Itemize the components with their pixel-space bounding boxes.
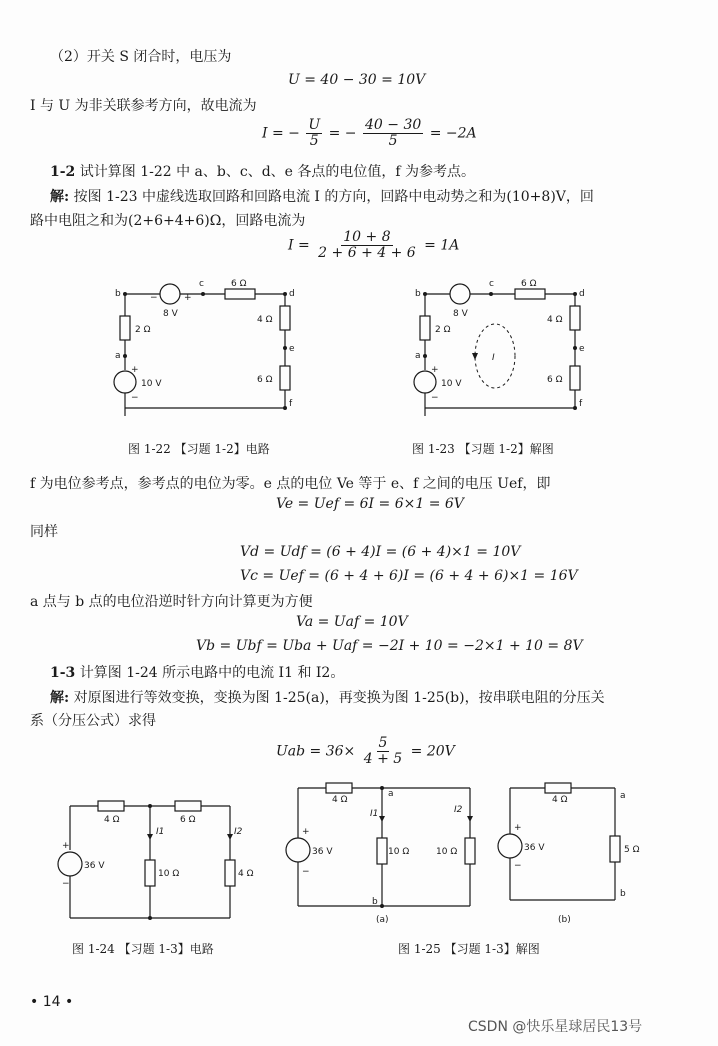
eq-uab-right: = 20V [410, 743, 455, 760]
problem-1-2-text: 试计算图 1-22 中 a、b、c、d、e 各点的电位值，f 为参考点。 [79, 164, 476, 180]
fig122-node-a: a [115, 351, 121, 361]
fig124-i1: I1 [156, 827, 165, 837]
fig122-node-b: b [115, 289, 121, 299]
eq2-right: = −2A [429, 125, 477, 142]
equation-vd: Vd = Udf = (6 + 4)I = (6 + 4)×1 = 10V [240, 544, 521, 560]
fig122-v8: 8 V [163, 309, 178, 319]
eq2-f1-num: U [308, 117, 321, 133]
equation-va: Va = Uaf = 10V [296, 614, 408, 630]
problem-1-3-label: 1-3 [50, 665, 76, 681]
eq2-f2-den: 5 [388, 133, 398, 149]
solution-1-2-line1 [50, 188, 594, 206]
fig123-node-f: f [579, 399, 583, 409]
figure-1-22-circuit [105, 276, 315, 416]
fig125b-r5: 5 Ω [624, 845, 640, 855]
eq3-num: 10 + 8 [343, 229, 391, 245]
fig125a-v36: 36 V [312, 847, 333, 857]
fig123-node-e: e [579, 344, 585, 354]
fig123-r6: 6 Ω [547, 375, 563, 385]
figure-1-24-circuit [60, 798, 270, 928]
solution-label-1-3: 解: [50, 690, 70, 706]
fig125a-i1: I1 [370, 809, 379, 819]
equation-uab [276, 736, 455, 767]
equation-u: U = 40 − 30 = 10V [288, 72, 426, 88]
eq2-f2-num: 40 − 30 [365, 117, 422, 133]
figure-1-25b-circuit [500, 780, 640, 930]
fig124-minus: − [62, 879, 70, 889]
eq2-f1-den: 5 [309, 133, 319, 149]
fig123-v8: 8 V [453, 309, 468, 319]
page-number: • 14 • [30, 994, 74, 1010]
fig122-r4: 4 Ω [257, 315, 273, 325]
fig124-r6: 6 Ω [180, 815, 196, 825]
eq2-mid: = − [328, 125, 357, 142]
fig123-node-b: b [415, 289, 421, 299]
figure-1-24-caption: 图 1-24 【习题 1-3】电路 [72, 942, 214, 956]
equation-vb: Vb = Ubf = Uba + Uaf = −2I + 10 = −2×1 + 10 = 8V [196, 638, 583, 654]
problem-1-2-label: 1-2 [50, 164, 76, 180]
fig125a-node-b: b [372, 897, 378, 907]
figure-1-22-caption: 图 1-22 【习题 1-2】电路 [128, 442, 270, 456]
figure-1-25-caption: 图 1-25 【习题 1-3】解图 [398, 942, 540, 956]
fig123-r2: 2 Ω [435, 325, 451, 335]
fig125b-node-b: b [620, 889, 626, 899]
fig125a-node-a: a [388, 789, 394, 799]
fig123-v10: 10 V [441, 379, 462, 389]
fig122-node-d: d [289, 289, 295, 299]
fig125b-v36: 36 V [524, 843, 545, 853]
fig123-v10-plus: + [431, 365, 439, 375]
text-likewise: 同样 [30, 524, 58, 540]
fig125a-r10: 10 Ω [388, 847, 410, 857]
eq-uab-den: 4 + 5 [363, 751, 403, 767]
fig125b-plus: + [514, 823, 522, 833]
fig124-r10: 10 Ω [158, 869, 180, 879]
solution-1-2-text1: 按图 1-23 中虚线选取回路和回路电流 I 的方向，回路中电动势之和为(10+8)V，回 [73, 189, 594, 205]
fig123-loop-current: I [492, 353, 495, 363]
solution-1-3-text1: 对原图进行等效变换，变换为图 1-25(a)，再变换为图 1-25(b)，按串联电阻的分压关 [73, 690, 605, 706]
fig124-r4-right: 4 Ω [238, 869, 254, 879]
fig122-v10: 10 V [141, 379, 162, 389]
fig122-node-c: c [199, 279, 204, 289]
eq-uab-left: Uab = 36× [276, 743, 356, 760]
fig122-v8-plus: + [184, 293, 192, 303]
csdn-watermark: CSDN @快乐星球居民13号 [468, 1019, 643, 1035]
fig124-v36: 36 V [84, 861, 105, 871]
solution-1-3-line2: 系（分压公式）求得 [30, 713, 156, 729]
solution-label: 解: [50, 189, 70, 205]
fig122-node-e: e [289, 344, 295, 354]
text-ab-counterclockwise: a 点与 b 点的电位沿逆时针方向计算更为方便 [30, 594, 313, 610]
fig123-v10-minus: − [431, 393, 439, 403]
equation-ve: Ve = Uef = 6I = 6×1 = 6V [276, 496, 464, 512]
solution-1-2-line2: 路中电阻之和为(2+6+4+6)Ω，回路电流为 [30, 213, 306, 229]
fig125a-plus: + [302, 827, 310, 837]
problem-1-3 [50, 664, 344, 682]
fig123-node-c: c [489, 279, 494, 289]
equation-loop-current [288, 230, 459, 261]
figure-1-23-caption: 图 1-23 【习题 1-2】解图 [412, 442, 554, 456]
figure-1-23-circuit [405, 276, 615, 416]
fig123-node-d: d [579, 289, 585, 299]
fig122-v10-plus: + [131, 365, 139, 375]
problem-1-2 [50, 163, 475, 181]
fig125a-i2: I2 [454, 805, 463, 815]
fig122-r6: 6 Ω [257, 375, 273, 385]
problem-1-3-text: 计算图 1-24 所示电路中的电流 I1 和 I2。 [79, 665, 345, 681]
fig122-v10-minus: − [131, 393, 139, 403]
fig124-i2: I2 [234, 827, 243, 837]
fig124-plus: + [62, 841, 70, 851]
fig125a-minus: − [302, 867, 310, 877]
equation-i-fraction [262, 118, 477, 149]
fig122-r2: 2 Ω [135, 325, 151, 335]
fig122-node-f: f [289, 399, 293, 409]
text-current-direction: I 与 U 为非关联参考方向，故电流为 [30, 98, 257, 114]
solution-1-3-line1 [50, 689, 605, 707]
text-switch-closed: （2）开关 S 闭合时，电压为 [50, 49, 232, 65]
eq3-left: I = [288, 237, 310, 254]
fig123-node-a: a [415, 351, 421, 361]
fig125b-label: (b) [558, 915, 571, 925]
fig125a-r10-right: 10 Ω [436, 847, 458, 857]
fig123-r4: 4 Ω [547, 315, 563, 325]
text-reference-point: f 为电位参考点，参考点的电位为零。e 点的电位 Ve 等于 e、f 之间的电压 Uef，即 [30, 476, 551, 492]
eq3-den: 2 + 6 + 4 + 6 [318, 245, 416, 261]
fig123-r6-top: 6 Ω [521, 279, 537, 289]
fig125b-minus: − [514, 861, 522, 871]
eq-uab-num: 5 [378, 735, 388, 751]
fig125a-r4: 4 Ω [332, 795, 348, 805]
fig125b-node-a: a [620, 791, 626, 801]
fig124-r4: 4 Ω [104, 815, 120, 825]
equation-vc: Vc = Uef = (6 + 4 + 6)I = (6 + 4 + 6)×1 = 16V [240, 568, 578, 584]
fig122-r6-top: 6 Ω [231, 279, 247, 289]
fig122-v8-minus: − [150, 293, 158, 303]
fig125b-r4: 4 Ω [552, 795, 568, 805]
eq2-left: I = − [262, 125, 300, 142]
fig125a-label: (a) [376, 915, 389, 925]
figure-1-25a-circuit [290, 780, 490, 930]
eq3-right: = 1A [424, 237, 460, 254]
